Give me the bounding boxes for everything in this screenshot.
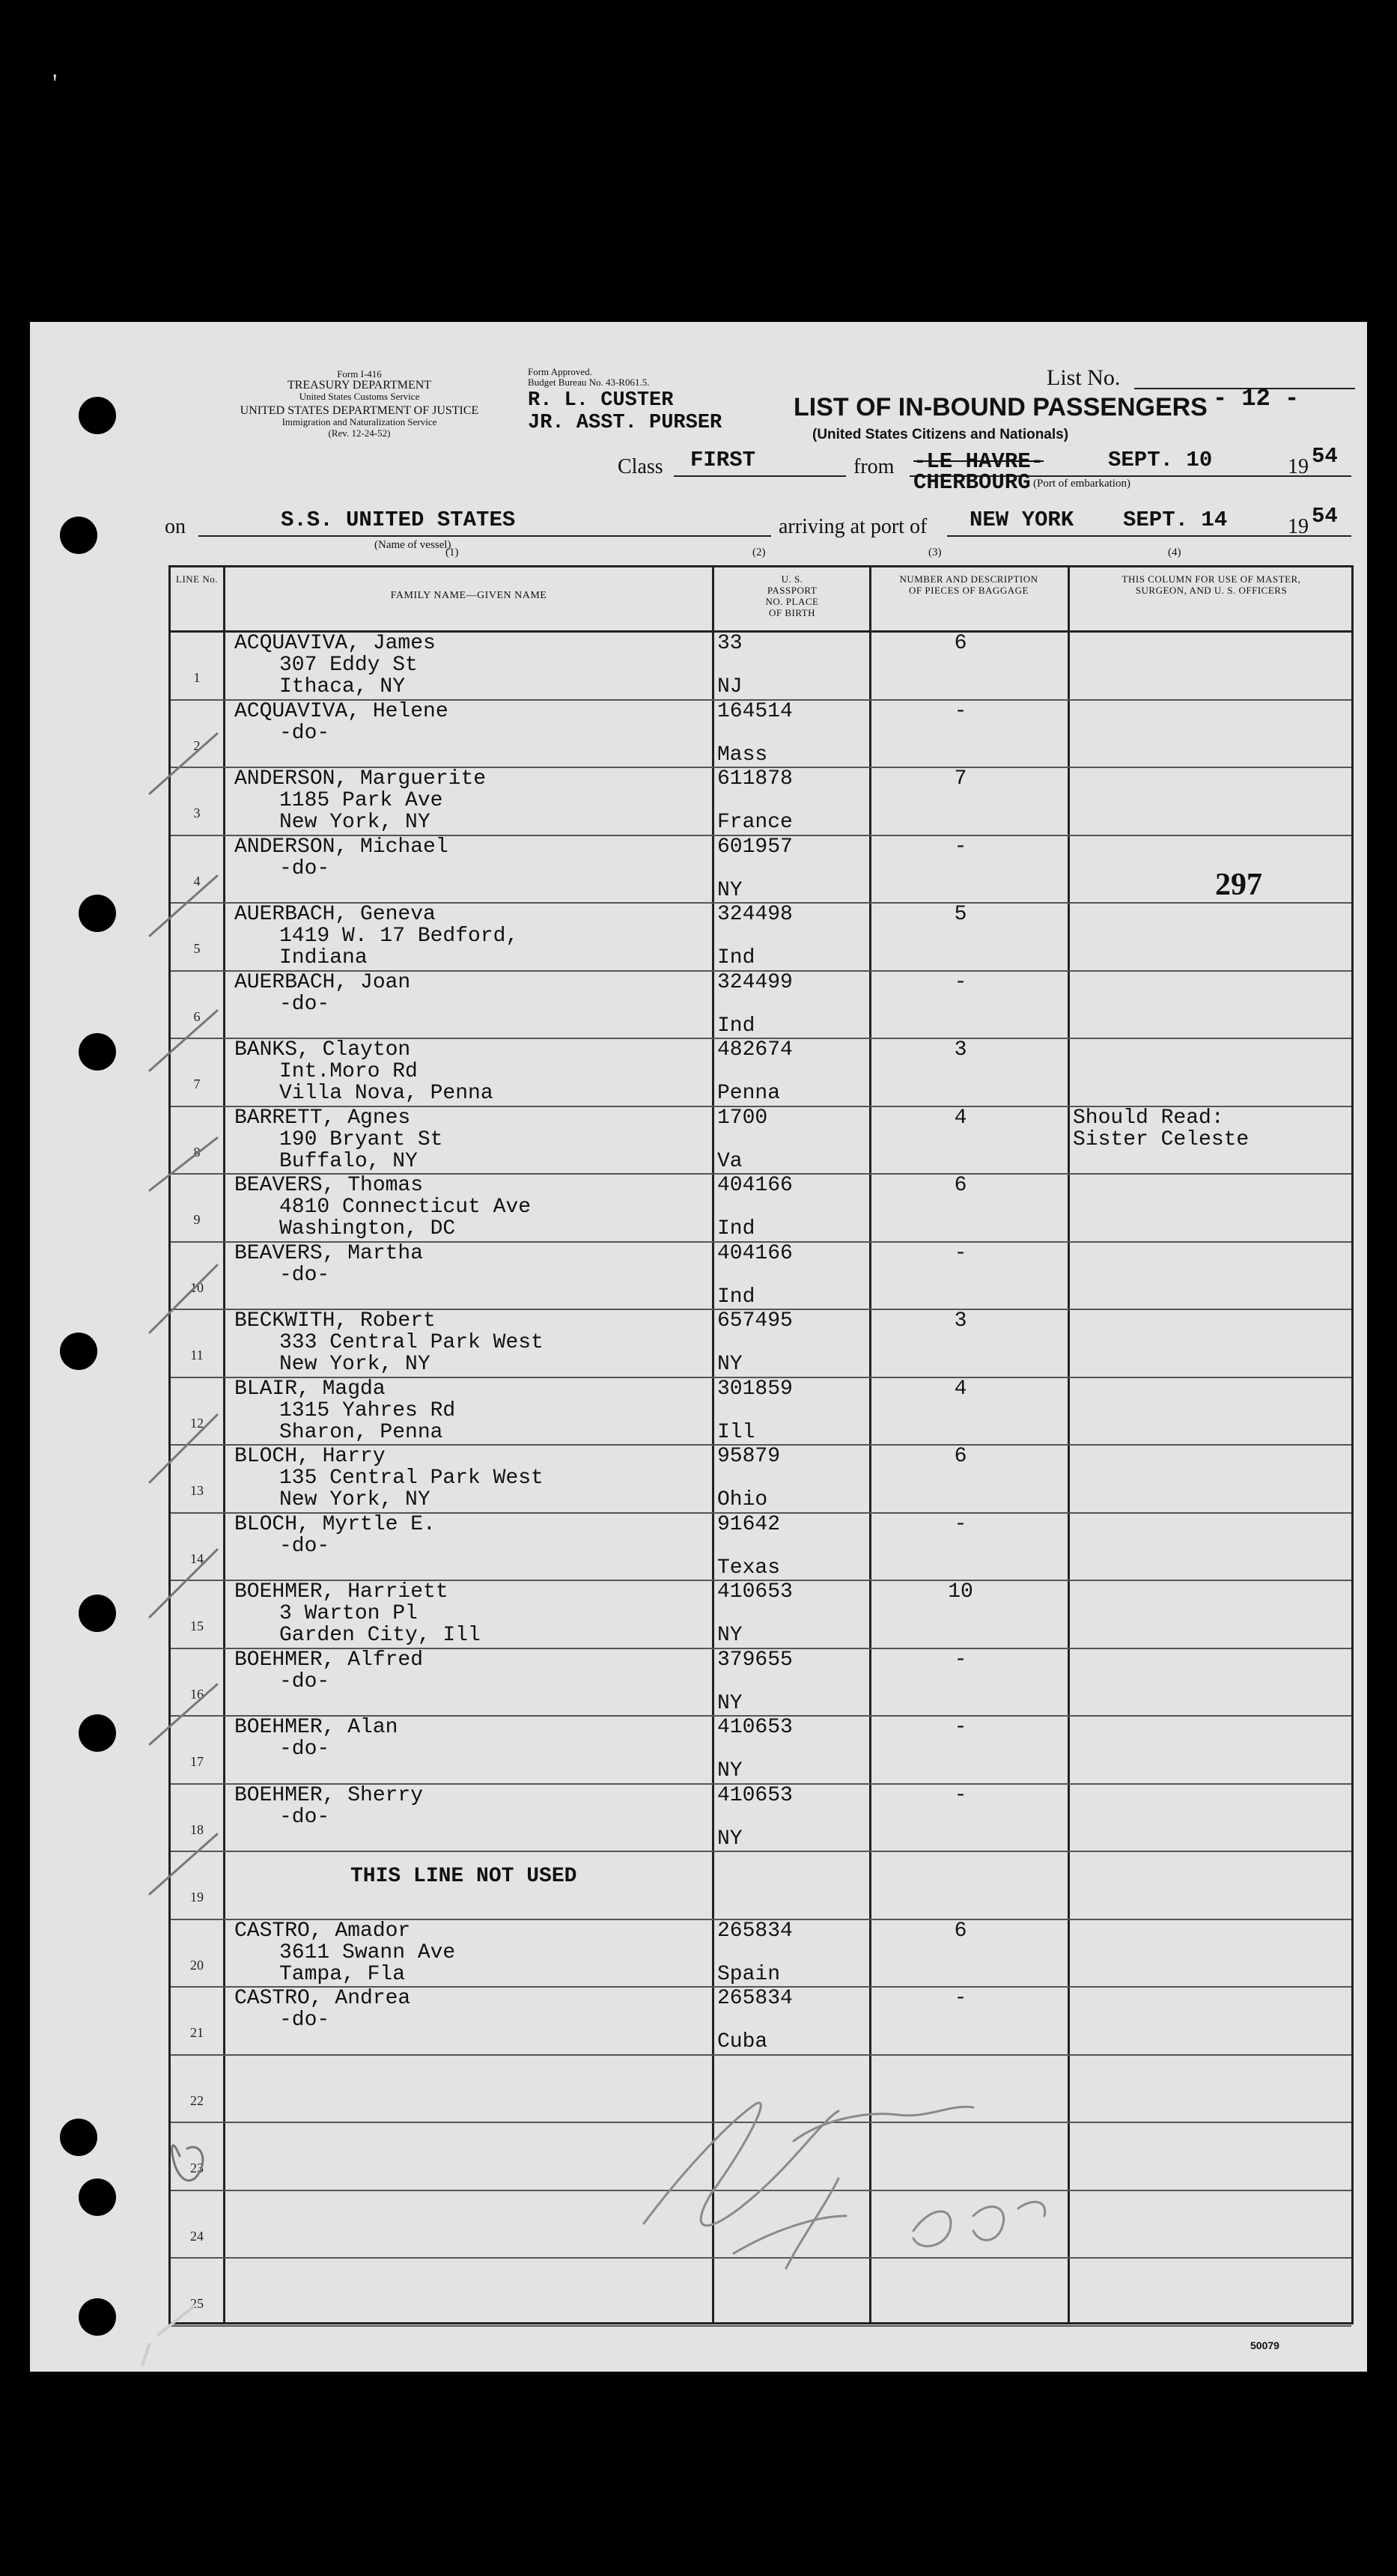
address-line-1: -do- <box>279 1534 330 1558</box>
address-line-1: -do- <box>279 1738 330 1761</box>
address-line-1: 333 Central Park West <box>279 1331 544 1354</box>
place-of-birth: Spain <box>717 1962 781 1986</box>
baggage-count: 4 <box>954 1106 967 1130</box>
address-line-1: -do- <box>279 2009 330 2032</box>
address-line-2: New York, NY <box>279 811 430 834</box>
passport-number: 301859 <box>717 1377 793 1401</box>
col-header-officers: THIS COLUMN FOR USE OF MASTER, SURGEON, AND U. S. OFFICERS <box>1121 573 1301 596</box>
place-of-birth: NY <box>717 1827 743 1851</box>
from-label: from <box>853 455 895 478</box>
arriving-label: arriving at port of <box>779 515 928 538</box>
address-line-2: Tampa, Fla <box>279 1962 406 1986</box>
passenger-name: ANDERSON, Marguerite <box>234 767 487 791</box>
passenger-name: CASTRO, Andrea <box>234 1987 411 2010</box>
line-number: 24 <box>190 2228 204 2244</box>
col-num-2: (2) <box>752 546 766 558</box>
col-header-baggage: NUMBER AND DESCRIPTION OF PIECES OF BAGGAGE <box>899 573 1038 596</box>
vessel-note: (Name of vessel) <box>374 539 451 551</box>
line-number: 16 <box>190 1686 204 1702</box>
address-line-1: 135 Central Park West <box>279 1467 544 1490</box>
table-row <box>171 1920 1351 1986</box>
line-number: 2 <box>193 737 201 753</box>
purser-title: JR. ASST. PURSER <box>528 412 722 434</box>
passport-number: 482674 <box>717 1038 793 1062</box>
row-rule <box>171 2325 1351 2327</box>
list-title: LIST OF IN-BOUND PASSENGERS <box>794 393 1208 421</box>
passport-number: 33 <box>717 632 743 655</box>
binder-hole <box>79 1595 116 1632</box>
form-approved: Form Approved. <box>528 366 592 377</box>
place-of-birth: Texas <box>717 1556 781 1580</box>
line-number: 7 <box>193 1077 201 1091</box>
baggage-count: 10 <box>948 1580 973 1604</box>
line-number: 19 <box>190 1890 204 1904</box>
class-line <box>674 475 846 477</box>
table-row <box>171 1243 1351 1309</box>
binder-hole <box>60 2119 97 2156</box>
table-row <box>171 768 1351 834</box>
baggage-count: - <box>954 835 967 859</box>
year2-suffix: 54 <box>1312 504 1338 529</box>
passport-number: 404166 <box>717 1174 793 1197</box>
passport-number: 95879 <box>717 1445 781 1468</box>
col-num-3: (3) <box>928 546 942 558</box>
passport-number: 410653 <box>717 1580 793 1604</box>
table-row <box>171 1717 1351 1782</box>
passport-number: 410653 <box>717 1716 793 1739</box>
passport-number: 91642 <box>717 1512 781 1536</box>
line-number: 18 <box>190 1821 204 1837</box>
passport-number: 265834 <box>717 1987 793 2010</box>
immigration-service: Immigration and Naturalization Service <box>281 416 437 427</box>
passenger-name: AUERBACH, Geneva <box>234 903 436 926</box>
address-line-2: Washington, DC <box>279 1217 456 1240</box>
line-number: 6 <box>193 1008 201 1024</box>
line-number: 14 <box>190 1550 204 1566</box>
list-number: - 12 - <box>1213 385 1300 412</box>
line-number: 1 <box>193 670 201 685</box>
place-of-birth: Penna <box>717 1082 781 1105</box>
binder-hole <box>79 1033 116 1071</box>
baggage-count: 7 <box>954 767 967 791</box>
address-line-1: 1315 Yahres Rd <box>279 1398 456 1422</box>
place-of-birth: Ind <box>717 1285 755 1309</box>
address-line-1: 190 Bryant St <box>279 1127 443 1151</box>
baggage-count: - <box>954 1648 967 1672</box>
line-number: 17 <box>190 1754 204 1769</box>
customs-service: United States Customs Service <box>299 391 420 402</box>
baggage-count: 4 <box>954 1377 967 1401</box>
passenger-name: ACQUAVIVA, James <box>234 632 436 655</box>
place-of-birth: Va <box>717 1149 743 1173</box>
address-line-2: Garden City, Ill <box>279 1624 481 1647</box>
from-port: CHERBOURG <box>913 470 1031 495</box>
line-number: 20 <box>190 1957 204 1973</box>
line-number: 22 <box>190 2092 204 2108</box>
col-header-passport: U. S. PASSPORT NO. PLACE OF BIRTH <box>765 573 819 618</box>
baggage-count: - <box>954 1512 967 1536</box>
embark-note: (Port of embarkation) <box>1033 478 1130 490</box>
passenger-name: CASTRO, Amador <box>234 1919 411 1943</box>
passenger-name: BECKWITH, Robert <box>234 1309 436 1333</box>
baggage-count: 6 <box>954 1174 967 1197</box>
form-id-block <box>165 368 554 439</box>
line-number: 13 <box>190 1483 204 1498</box>
table-row <box>171 972 1351 1038</box>
manifest-sheet <box>30 322 1367 2372</box>
passenger-name: BEAVERS, Martha <box>234 1241 424 1265</box>
col-num-4: (4) <box>1168 546 1181 558</box>
baggage-count: 6 <box>954 1445 967 1468</box>
line-number: 3 <box>193 806 201 820</box>
baggage-count: - <box>954 699 967 723</box>
budget-bureau: Budget Bureau No. 43-R061.5. <box>528 377 650 388</box>
passenger-name: BLOCH, Harry <box>234 1445 386 1468</box>
pencil-checkmarks <box>135 621 240 2418</box>
table-row <box>171 1446 1351 1511</box>
line-number: 12 <box>190 1415 204 1431</box>
table-row <box>171 1514 1351 1580</box>
passenger-name: BOEHMER, Alan <box>234 1716 398 1739</box>
baggage-count: - <box>954 1716 967 1739</box>
table-row <box>171 1581 1351 1647</box>
address-line-1: 307 Eddy St <box>279 654 418 677</box>
list-subtitle: (United States Citizens and Nationals) <box>812 427 1069 442</box>
baggage-count: 5 <box>954 903 967 926</box>
address-line-2: New York, NY <box>279 1488 430 1511</box>
passenger-name: ACQUAVIVA, Helene <box>234 699 448 723</box>
class-label: Class <box>618 455 663 478</box>
place-of-birth: France <box>717 811 793 834</box>
year-suffix: 54 <box>1312 444 1338 469</box>
passport-number: 404166 <box>717 1241 793 1265</box>
officer-note-2: Sister Celeste <box>1073 1127 1250 1151</box>
passport-number: 601957 <box>717 835 793 859</box>
list-no-label: List No. <box>1047 365 1121 390</box>
line-number: 10 <box>190 1279 204 1295</box>
table-row <box>171 836 1351 902</box>
year2-prefix: 19 <box>1288 515 1309 538</box>
table-row <box>171 701 1351 767</box>
address-line-1: 3611 Swann Ave <box>279 1940 456 1964</box>
address-line-1: -do- <box>279 1263 330 1287</box>
place-of-birth: Ind <box>717 1014 755 1038</box>
passenger-name: ANDERSON, Michael <box>234 835 448 859</box>
passenger-name: THIS LINE NOT USED <box>350 1865 577 1888</box>
binder-hole <box>79 2178 116 2216</box>
passport-number: 1700 <box>717 1106 768 1130</box>
table-row <box>171 1378 1351 1444</box>
passenger-name: BANKS, Clayton <box>234 1038 411 1062</box>
binder-hole <box>60 1333 97 1370</box>
table-row <box>171 633 1351 698</box>
on-label: on <box>165 515 186 538</box>
pencil-signature <box>599 2029 1123 2283</box>
place-of-birth: Cuba <box>717 2030 768 2053</box>
place-of-birth: NY <box>717 1624 743 1647</box>
address-line-2: Villa Nova, Penna <box>279 1082 493 1105</box>
binder-hole <box>60 517 97 554</box>
place-of-birth: Ind <box>717 946 755 969</box>
baggage-count: - <box>954 970 967 994</box>
purser-name: R. L. CUSTER <box>528 389 674 412</box>
vessel-line <box>198 535 771 537</box>
passenger-name: BOEHMER, Sherry <box>234 1783 424 1807</box>
address-line-1: 3 Warton Pl <box>279 1602 418 1625</box>
class-value: FIRST <box>690 448 756 472</box>
table-row <box>171 1107 1351 1173</box>
place-of-birth: NY <box>717 878 743 902</box>
from-struck: -LE HAVRE- <box>913 449 1044 474</box>
address-line-1: -do- <box>279 856 330 880</box>
year-prefix: 19 <box>1288 455 1309 478</box>
binder-hole <box>79 397 116 434</box>
passport-number: 324499 <box>717 970 793 994</box>
passport-number: 164514 <box>717 699 793 723</box>
arrival-date: SEPT. 14 <box>1123 508 1228 532</box>
address-line-1: -do- <box>279 721 330 745</box>
address-line-2: New York, NY <box>279 1353 430 1376</box>
footer-code: 50079 <box>1250 2339 1279 2351</box>
purser-block <box>528 389 722 434</box>
col-header-line: LINE No. <box>176 573 218 585</box>
revision: (Rev. 12-24-52) <box>328 427 391 439</box>
line-number: 11 <box>190 1348 204 1362</box>
col-num-1: (1) <box>445 546 459 558</box>
binder-hole <box>79 2298 116 2336</box>
passenger-name: AUERBACH, Joan <box>234 970 411 994</box>
baggage-count: - <box>954 1987 967 2010</box>
form-number: Form I-416 <box>337 368 382 380</box>
scan-mark: ' <box>52 68 58 98</box>
table-row <box>171 1175 1351 1240</box>
binder-hole <box>79 895 116 932</box>
place-of-birth: NJ <box>717 675 743 698</box>
address-line-1: Int.Moro Rd <box>279 1060 418 1083</box>
place-of-birth: Ill <box>717 1420 755 1444</box>
passport-number: 410653 <box>717 1783 793 1807</box>
passport-number: 324498 <box>717 903 793 926</box>
place-of-birth: Ohio <box>717 1488 768 1511</box>
stamp-number: 297 <box>1215 868 1262 902</box>
arrival-port: NEW YORK <box>970 508 1074 532</box>
passenger-name: BOEHMER, Alfred <box>234 1648 424 1672</box>
place-of-birth: Ind <box>717 1217 755 1240</box>
baggage-count: 3 <box>954 1309 967 1333</box>
justice-dept: UNITED STATES DEPARTMENT OF JUSTICE <box>240 404 479 417</box>
baggage-count: 3 <box>954 1038 967 1062</box>
baggage-count: - <box>954 1783 967 1807</box>
table-row <box>171 1852 1351 1918</box>
approval-block <box>528 367 649 388</box>
baggage-count: - <box>954 1241 967 1265</box>
table-row <box>171 1039 1351 1105</box>
depart-date: SEPT. 10 <box>1108 448 1213 472</box>
passport-number: 265834 <box>717 1919 793 1943</box>
line-number: 15 <box>190 1619 204 1633</box>
line-number: 25 <box>190 2296 204 2311</box>
table-row <box>171 1649 1351 1715</box>
line-number: 4 <box>193 873 201 889</box>
passenger-name: BOEHMER, Harriett <box>234 1580 448 1604</box>
place-of-birth: NY <box>717 1691 743 1715</box>
binder-hole <box>79 1714 116 1752</box>
passenger-name: BLAIR, Magda <box>234 1377 386 1401</box>
place-of-birth: NY <box>717 1353 743 1376</box>
passenger-name: BEAVERS, Thomas <box>234 1174 424 1197</box>
baggage-count: 6 <box>954 1919 967 1943</box>
col-header-name: FAMILY NAME—GIVEN NAME <box>390 590 547 601</box>
address-line-1: 4810 Connecticut Ave <box>279 1196 532 1219</box>
baggage-count: 6 <box>954 632 967 655</box>
place-of-birth: NY <box>717 1759 743 1782</box>
address-line-1: -do- <box>279 992 330 1016</box>
address-line-2: Ithaca, NY <box>279 675 406 698</box>
address-line-1: -do- <box>279 1805 330 1829</box>
line-number: 23 <box>190 2161 204 2175</box>
line-number: 5 <box>193 941 201 956</box>
line-number: 8 <box>193 1144 201 1160</box>
address-line-2: Indiana <box>279 946 368 969</box>
address-line-2: Sharon, Penna <box>279 1420 443 1444</box>
address-line-1: 1419 W. 17 Bedford, <box>279 925 519 948</box>
table-row <box>171 904 1351 969</box>
address-line-1: -do- <box>279 1669 330 1693</box>
address-line-2: Buffalo, NY <box>279 1149 418 1173</box>
table-row <box>171 1785 1351 1851</box>
officer-note: Should Read: <box>1073 1106 1224 1130</box>
line-number: 21 <box>190 2025 204 2040</box>
passenger-name: BLOCH, Myrtle E. <box>234 1512 436 1536</box>
address-line-1: 1185 Park Ave <box>279 789 443 812</box>
line-number: 9 <box>193 1212 201 1227</box>
passport-number: 611878 <box>717 767 793 791</box>
passenger-name: BARRETT, Agnes <box>234 1106 411 1130</box>
place-of-birth: Mass <box>717 743 768 767</box>
table-row <box>171 1310 1351 1376</box>
treasury-dept: TREASURY DEPARTMENT <box>287 379 432 392</box>
passport-number: 657495 <box>717 1309 793 1333</box>
vessel-name: S.S. UNITED STATES <box>281 508 516 532</box>
passport-number: 379655 <box>717 1648 793 1672</box>
